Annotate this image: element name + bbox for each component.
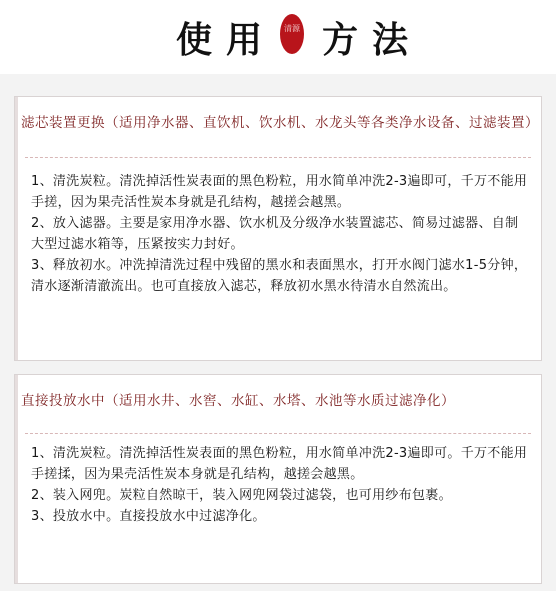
card-left-rule	[15, 97, 18, 360]
section-heading: 滤芯装置更换（适用净水器、直饮机、饮水机、水龙头等各类净水设备、过滤装置）	[21, 115, 539, 131]
step-paragraph: 1、清洗炭粒。清洗掉活性炭表面的黑色粉粒，用水简单冲洗2-3遍即可，千万不能用手搓，因为果壳活性炭本身就是孔结构，越搓会越黑。	[31, 174, 528, 210]
section-divider	[25, 157, 531, 158]
step-paragraph: 2、装入网兜。炭粒自然晾干，装入网兜网袋过滤袋，也可用纱布包裹。	[31, 488, 452, 503]
card-left-rule	[15, 375, 18, 583]
step-paragraph: 3、释放初水。冲洗掉清洗过程中残留的黑水和表面黑水，打开水阀门滤水1-5分钟，清水逐渐清澈流出。也可直接放入滤芯，释放初水黑水待清水自然流出。	[31, 258, 528, 294]
section-card-direct-placement	[14, 374, 542, 584]
page-title-left: 使用	[176, 19, 277, 61]
step-paragraph: 2、放入滤器。主要是家用净水器、饮水机及分级净水装置滤芯、简易过滤器、自制大型过滤水箱等，压紧按实力封好。	[31, 216, 519, 252]
header-bar	[0, 0, 556, 72]
section-body	[27, 171, 529, 297]
red-seal-stamp: 清源	[280, 14, 304, 54]
step-paragraph: 3、投放水中。直接投放水中过滤净化。	[31, 509, 266, 524]
section-divider	[25, 433, 531, 434]
section-card-filter-replacement	[14, 96, 542, 361]
section-body	[27, 443, 529, 527]
section-heading: 直接投放水中（适用水井、水窖、水缸、水塔、水池等水质过滤净化）	[21, 393, 455, 409]
page-title-right: 方法	[322, 19, 423, 61]
step-paragraph: 1、清洗炭粒。清洗掉活性炭表面的黑色粉粒，用水简单冲洗2-3遍即可。千万不能用手搓揉，因为果壳活性炭本身就是孔结构，越搓会越黑。	[31, 446, 528, 482]
